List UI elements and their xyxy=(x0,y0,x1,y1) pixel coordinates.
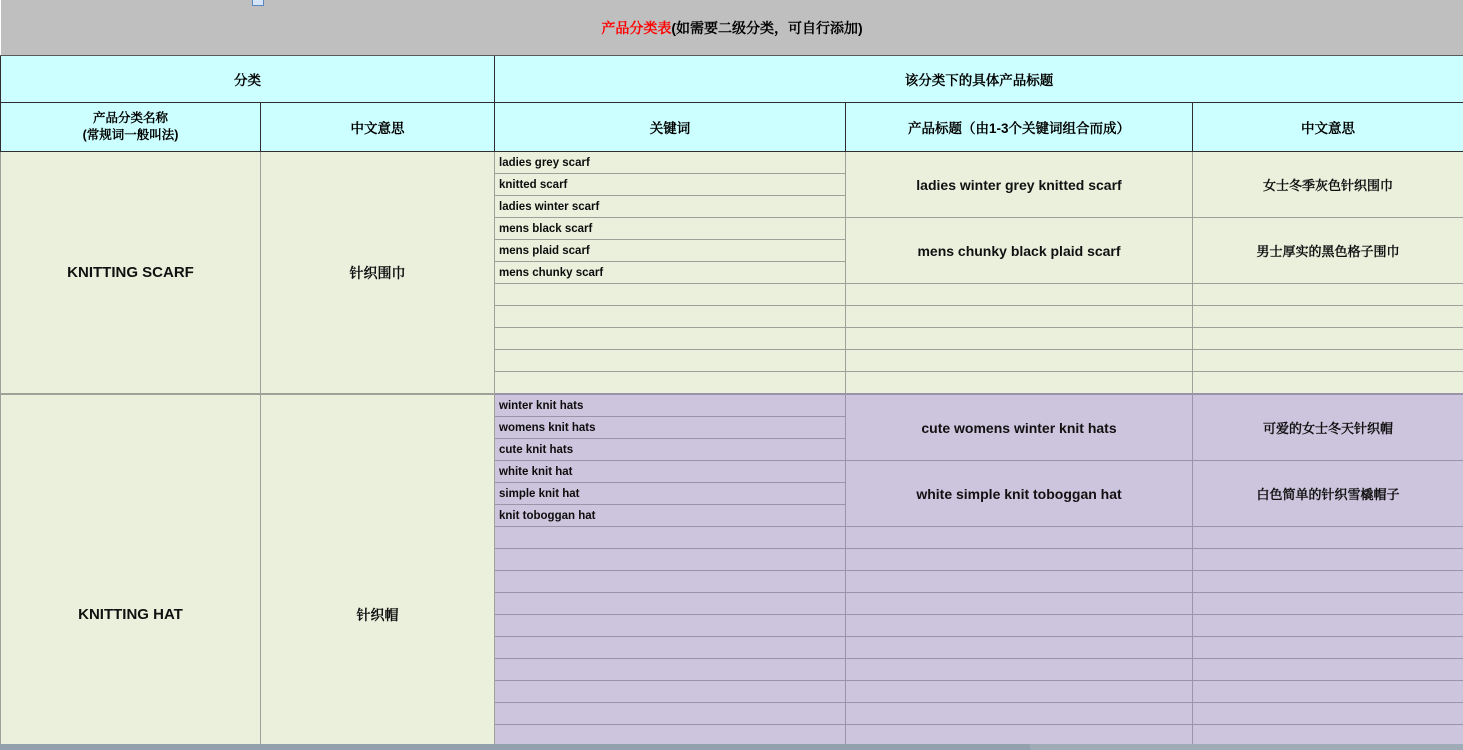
empty-title-cell[interactable] xyxy=(846,372,1193,395)
header-col-name-line1: 产品分类名称 xyxy=(92,111,168,126)
keyword-cell[interactable]: white knit hat xyxy=(495,461,846,483)
empty-title-cell[interactable] xyxy=(846,593,1193,615)
empty-keyword-cell[interactable] xyxy=(495,593,846,615)
empty-meaning-cell[interactable] xyxy=(1193,284,1463,306)
product-title-cell[interactable]: ladies winter grey knitted scarf xyxy=(846,152,1193,218)
group-meaning-cell[interactable]: 针织围巾 xyxy=(261,152,495,395)
header-col-name-line2: (常规词一般叫法) xyxy=(82,128,179,142)
empty-meaning-cell[interactable] xyxy=(1193,527,1463,549)
header-category-group[interactable]: 分类 xyxy=(1,56,495,103)
group-meaning-cell[interactable]: 针织帽 xyxy=(261,394,495,750)
empty-meaning-cell[interactable] xyxy=(1193,549,1463,571)
empty-meaning-cell[interactable] xyxy=(1193,306,1463,328)
keyword-cell[interactable]: knitted scarf xyxy=(495,174,846,196)
empty-keyword-cell[interactable] xyxy=(495,306,846,328)
product-meaning-cell[interactable]: 女士冬季灰色针织围巾 xyxy=(1193,152,1463,218)
product-title-cell[interactable]: cute womens winter knit hats xyxy=(846,394,1193,461)
keyword-cell[interactable]: mens black scarf xyxy=(495,218,846,240)
empty-keyword-cell[interactable] xyxy=(495,549,846,571)
keyword-cell[interactable]: ladies grey scarf xyxy=(495,152,846,174)
group-name-cell[interactable]: KNITTING HAT xyxy=(1,394,261,750)
empty-title-cell[interactable] xyxy=(846,306,1193,328)
sheet-title: 产品分类表 xyxy=(601,19,672,36)
empty-keyword-cell[interactable] xyxy=(495,571,846,593)
keyword-cell[interactable]: womens knit hats xyxy=(495,417,846,439)
empty-title-cell[interactable] xyxy=(846,615,1193,637)
empty-keyword-cell[interactable] xyxy=(495,350,846,372)
empty-keyword-cell[interactable] xyxy=(495,681,846,703)
empty-keyword-cell[interactable] xyxy=(495,372,846,395)
empty-keyword-cell[interactable] xyxy=(495,615,846,637)
product-title-cell[interactable]: white simple knit toboggan hat xyxy=(846,461,1193,527)
group-name-cell[interactable]: KNITTING SCARF xyxy=(1,152,261,395)
product-meaning-cell[interactable]: 白色简单的针织雪橇帽子 xyxy=(1193,461,1463,527)
empty-keyword-cell[interactable] xyxy=(495,527,846,549)
empty-meaning-cell[interactable] xyxy=(1193,637,1463,659)
header-col-product-meaning[interactable]: 中文意思 xyxy=(1193,103,1463,152)
header-col-keywords[interactable]: 关键词 xyxy=(495,103,846,152)
empty-keyword-cell[interactable] xyxy=(495,328,846,350)
empty-keyword-cell[interactable] xyxy=(495,659,846,681)
sheet-title-note: (如需要二级分类，可自行添加) xyxy=(671,19,863,36)
empty-title-cell[interactable] xyxy=(846,527,1193,549)
empty-meaning-cell[interactable] xyxy=(1193,593,1463,615)
clipped-floating-object xyxy=(252,0,264,6)
empty-meaning-cell[interactable] xyxy=(1193,615,1463,637)
empty-title-cell[interactable] xyxy=(846,328,1193,350)
keyword-cell[interactable]: knit toboggan hat xyxy=(495,505,846,527)
empty-meaning-cell[interactable] xyxy=(1193,328,1463,350)
keyword-cell[interactable]: simple knit hat xyxy=(495,483,846,505)
empty-title-cell[interactable] xyxy=(846,571,1193,593)
product-title-cell[interactable]: mens chunky black plaid scarf xyxy=(846,218,1193,284)
empty-title-cell[interactable] xyxy=(846,681,1193,703)
empty-title-cell[interactable] xyxy=(846,350,1193,372)
product-meaning-cell[interactable]: 可爱的女士冬天针织帽 xyxy=(1193,394,1463,461)
empty-keyword-cell[interactable] xyxy=(495,284,846,306)
empty-meaning-cell[interactable] xyxy=(1193,571,1463,593)
empty-meaning-cell[interactable] xyxy=(1193,681,1463,703)
header-col-product-title[interactable]: 产品标题（由1-3个关键词组合而成） xyxy=(846,103,1193,152)
empty-title-cell[interactable] xyxy=(846,659,1193,681)
keyword-cell[interactable]: ladies winter scarf xyxy=(495,196,846,218)
empty-title-cell[interactable] xyxy=(846,549,1193,571)
empty-title-cell[interactable] xyxy=(846,703,1193,725)
header-col-name[interactable] xyxy=(1,103,261,152)
horizontal-scrollbar[interactable] xyxy=(0,744,1463,750)
keyword-cell[interactable]: cute knit hats xyxy=(495,439,846,461)
empty-meaning-cell[interactable] xyxy=(1193,703,1463,725)
product-meaning-cell[interactable]: 男士厚实的黑色格子围巾 xyxy=(1193,218,1463,284)
keyword-cell[interactable]: mens plaid scarf xyxy=(495,240,846,262)
empty-title-cell[interactable] xyxy=(846,284,1193,306)
empty-meaning-cell[interactable] xyxy=(1193,659,1463,681)
keyword-cell[interactable]: mens chunky scarf xyxy=(495,262,846,284)
empty-keyword-cell[interactable] xyxy=(495,703,846,725)
keyword-cell[interactable]: winter knit hats xyxy=(495,394,846,417)
empty-meaning-cell[interactable] xyxy=(1193,372,1463,395)
scrollbar-thumb[interactable] xyxy=(0,744,1030,750)
empty-keyword-cell[interactable] xyxy=(495,637,846,659)
header-col-meaning[interactable]: 中文意思 xyxy=(261,103,495,152)
header-titles-group[interactable]: 该分类下的具体产品标题 xyxy=(495,56,1463,103)
empty-meaning-cell[interactable] xyxy=(1193,350,1463,372)
sheet-title-cell[interactable] xyxy=(1,0,1463,56)
empty-title-cell[interactable] xyxy=(846,637,1193,659)
